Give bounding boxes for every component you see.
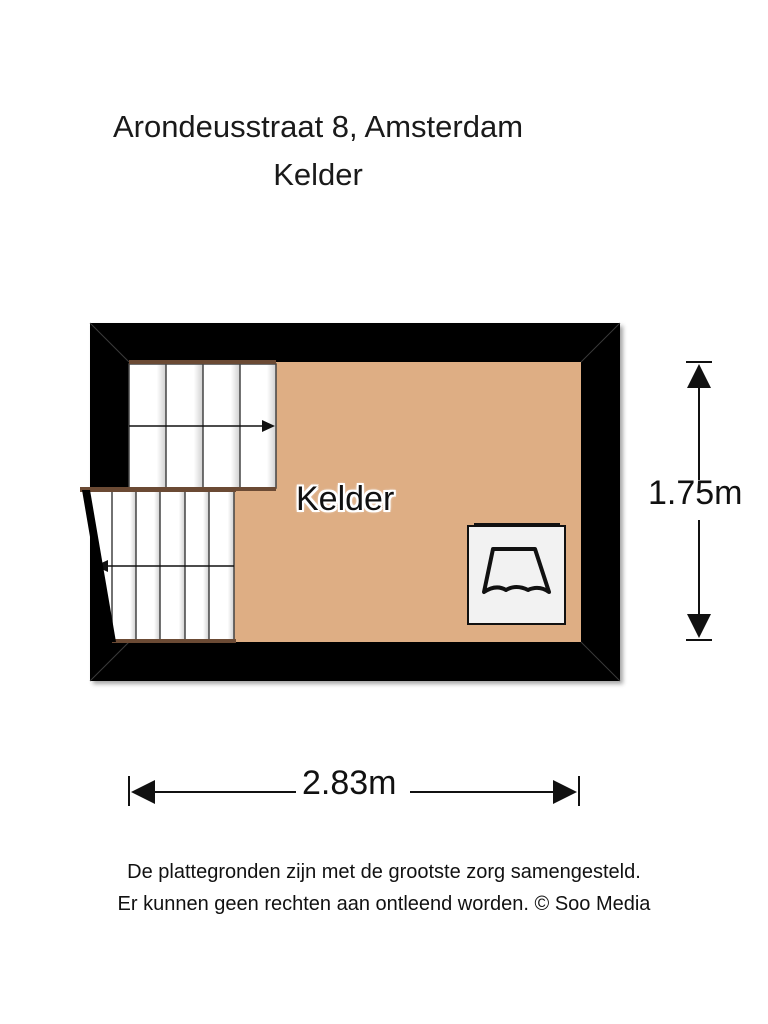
sink-icon [468, 524, 565, 624]
height-dimension-label: 1.75m [648, 474, 743, 512]
width-dimension-label: 2.83m [298, 764, 401, 803]
address-title: Arondeusstraat 8, Amsterdam [112, 109, 524, 144]
stairs-upper [129, 360, 276, 491]
floor-title: Kelder [273, 157, 363, 192]
disclaimer-line-1: De plattegronden zijn met de grootste zorg samengesteld. [127, 861, 641, 883]
room-label: Kelder [296, 480, 395, 518]
disclaimer-line-2: Er kunnen geen rechten aan ontleend worden. © Soo Media [117, 893, 651, 915]
